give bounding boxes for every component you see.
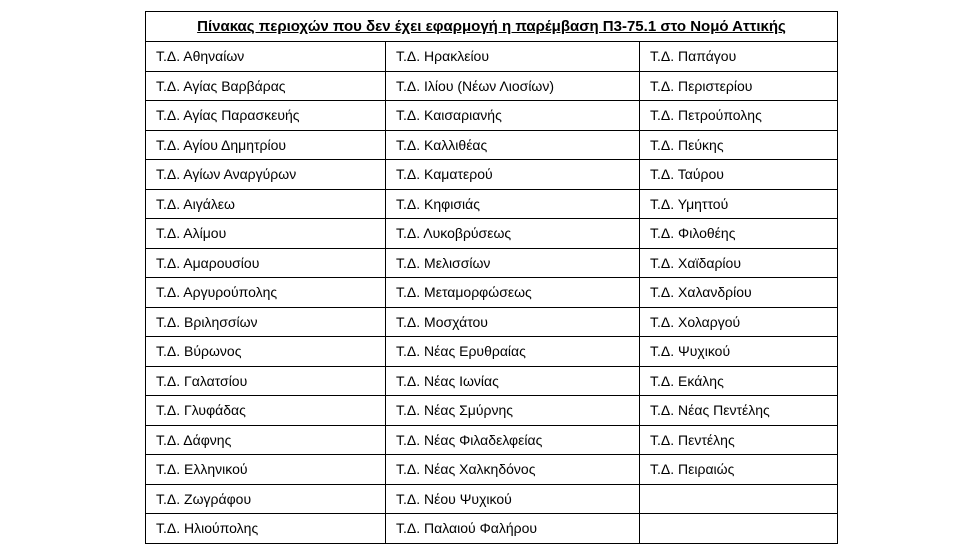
area-cell: Τ.Δ. Χαλανδρίου [640,278,838,308]
table-row [146,337,838,367]
table-row [146,484,838,514]
area-cell: Τ.Δ. Νέας Σμύρνης [386,396,640,426]
table-row [146,514,838,544]
table-row [146,130,838,160]
area-cell: Τ.Δ. Αγίας Παρασκευής [146,101,386,131]
area-cell: Τ.Δ. Μεταμορφώσεως [386,278,640,308]
area-cell: Τ.Δ. Αργυρούπολης [146,278,386,308]
area-cell: Τ.Δ. Βριλησσίων [146,307,386,337]
area-cell: Τ.Δ. Αιγάλεω [146,189,386,219]
area-cell: Τ.Δ. Νέου Ψυχικού [386,484,640,514]
area-cell: Τ.Δ. Πεύκης [640,130,838,160]
area-cell: Τ.Δ. Γλυφάδας [146,396,386,426]
area-cell: Τ.Δ. Αγίας Βαρβάρας [146,71,386,101]
area-cell: Τ.Δ. Κηφισιάς [386,189,640,219]
table-row [146,189,838,219]
area-cell: Τ.Δ. Λυκοβρύσεως [386,219,640,249]
area-cell: Τ.Δ. Καισαριανής [386,101,640,131]
area-cell: Τ.Δ. Ψυχικού [640,337,838,367]
area-cell: Τ.Δ. Καματερού [386,160,640,190]
table-row [146,307,838,337]
area-cell: Τ.Δ. Αγίων Αναργύρων [146,160,386,190]
area-cell [640,514,838,544]
table-row [146,71,838,101]
area-cell: Τ.Δ. Νέας Φιλαδελφείας [386,425,640,455]
table-title: Πίνακας περιοχών που δεν έχει εφαρμογή η παρέμβαση Π3-75.1 στο Νομό Αττικής [146,12,838,42]
area-cell: Τ.Δ. Νέας Ερυθραίας [386,337,640,367]
area-cell: Τ.Δ. Πειραιώς [640,455,838,485]
area-cell: Τ.Δ. Ελληνικού [146,455,386,485]
area-cell: Τ.Δ. Χολαργού [640,307,838,337]
table-row [146,160,838,190]
area-cell: Τ.Δ. Φιλοθέης [640,219,838,249]
table-row [146,101,838,131]
area-cell: Τ.Δ. Πεντέλης [640,425,838,455]
area-cell: Τ.Δ. Καλλιθέας [386,130,640,160]
area-cell: Τ.Δ. Πετρούπολης [640,101,838,131]
table-row [146,248,838,278]
area-cell: Τ.Δ. Γαλατσίου [146,366,386,396]
table-row [146,366,838,396]
area-cell: Τ.Δ. Παλαιού Φαλήρου [386,514,640,544]
table-row [146,396,838,426]
area-cell: Τ.Δ. Μοσχάτου [386,307,640,337]
area-cell: Τ.Δ. Εκάλης [640,366,838,396]
area-cell: Τ.Δ. Νέας Ιωνίας [386,366,640,396]
area-cell: Τ.Δ. Νέας Χαλκηδόνος [386,455,640,485]
area-cell: Τ.Δ. Παπάγου [640,42,838,72]
area-cell: Τ.Δ. Δάφνης [146,425,386,455]
areas-table [145,11,838,544]
table-row [146,278,838,308]
area-cell: Τ.Δ. Ηλιούπολης [146,514,386,544]
area-cell: Τ.Δ. Αθηναίων [146,42,386,72]
table-header-row [146,12,838,42]
table-body [146,42,838,544]
area-cell: Τ.Δ. Ταύρου [640,160,838,190]
table-row [146,42,838,72]
area-cell: Τ.Δ. Ζωγράφου [146,484,386,514]
area-cell: Τ.Δ. Υμηττού [640,189,838,219]
table-row [146,219,838,249]
area-cell: Τ.Δ. Ιλίου (Νέων Λιοσίων) [386,71,640,101]
area-cell: Τ.Δ. Ηρακλείου [386,42,640,72]
area-cell: Τ.Δ. Χαϊδαρίου [640,248,838,278]
area-cell: Τ.Δ. Αγίου Δημητρίου [146,130,386,160]
area-cell [640,484,838,514]
table-row [146,455,838,485]
table-row [146,425,838,455]
area-cell: Τ.Δ. Βύρωνος [146,337,386,367]
area-cell: Τ.Δ. Νέας Πεντέλης [640,396,838,426]
area-cell: Τ.Δ. Αλίμου [146,219,386,249]
area-cell: Τ.Δ. Περιστερίου [640,71,838,101]
area-cell: Τ.Δ. Μελισσίων [386,248,640,278]
area-cell: Τ.Δ. Αμαρουσίου [146,248,386,278]
